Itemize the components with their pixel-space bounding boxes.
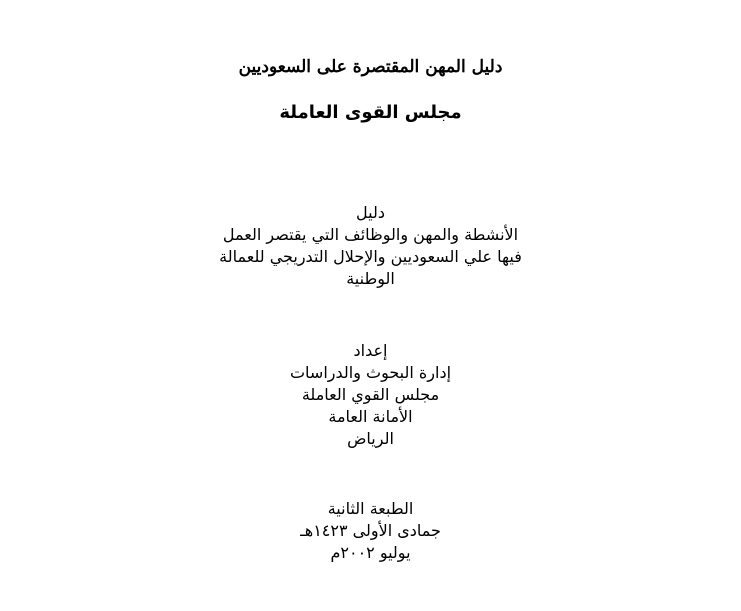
guide-description-block (0, 202, 741, 290)
council-heading: مجلس القوى العاملة (279, 102, 462, 123)
document-title: دليل المهن المقتصرة على السعوديين (238, 57, 503, 77)
guide-line: دليل (356, 203, 385, 222)
preparation-line: إعداد (353, 341, 388, 360)
preparation-line: الأمانة العامة (328, 407, 413, 426)
preparation-line: مجلس القوي العاملة (301, 385, 440, 404)
guide-line: الوطنية (346, 269, 395, 288)
guide-line: الأنشطة والمهن والوظائف التي يقتصر العمل (222, 225, 519, 244)
preparation-line: إدارة البحوث والدراسات (289, 363, 452, 382)
edition-block (0, 498, 741, 564)
guide-line: فيها علي السعوديين والإحلال التدريجي للعمالة (219, 247, 522, 266)
preparation-block (0, 340, 741, 450)
edition-line: جمادى الأولى ١٤٢٣هـ (300, 521, 441, 540)
preparation-line: الرياض (347, 429, 394, 448)
edition-line: يوليو ٢٠٠٢م (330, 543, 411, 562)
edition-line: الطبعة الثانية (327, 499, 414, 518)
